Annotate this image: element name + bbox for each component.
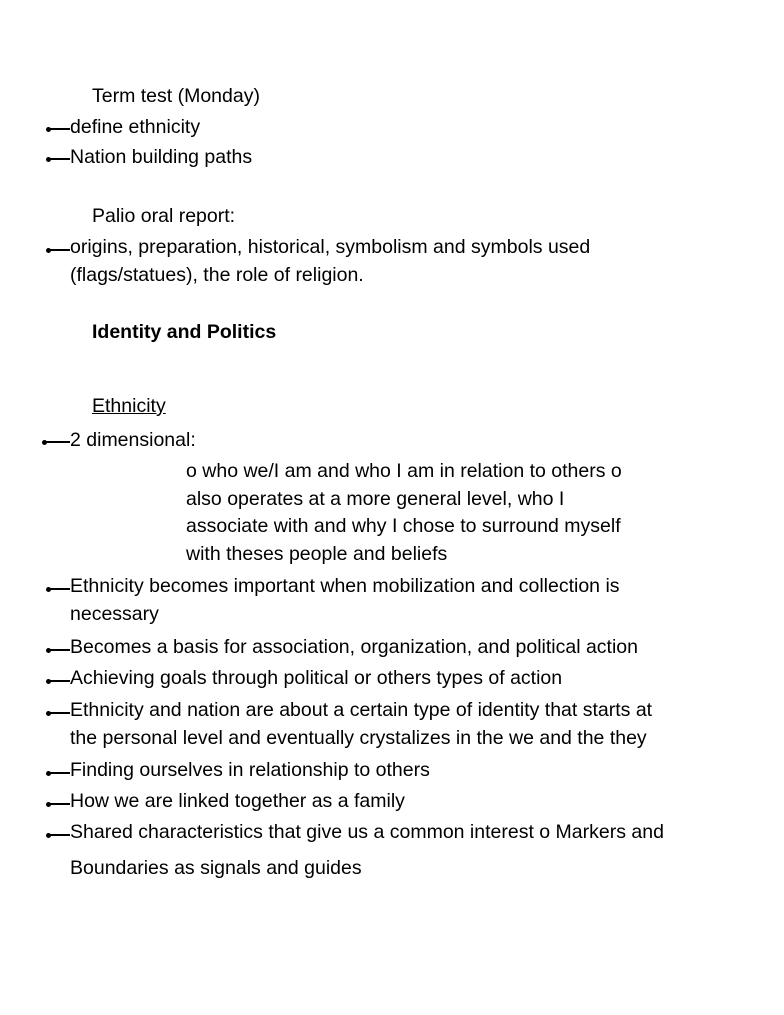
bullet-two-dimensional: 2 dimensional:: [70, 429, 196, 451]
bullet-define-ethnicity: define ethnicity: [70, 116, 201, 138]
bullet-achieving: Achieving goals through political or others types of action: [70, 667, 563, 689]
bullet-shared-cont: Boundaries as signals and guides: [70, 857, 362, 879]
bullet-basis: Becomes a basis for association, organization, and political action: [70, 636, 638, 658]
bullet-identity: Ethnicity and nation are about a certain type of identity that starts at: [70, 699, 653, 721]
bullet-palio-origins: origins, preparation, historical, symbolism and symbols used: [70, 236, 591, 258]
bullet-finding: Finding ourselves in relationship to others: [70, 759, 430, 781]
bullet-mobilization: Ethnicity becomes important when mobilization and collection is: [70, 575, 620, 597]
palio-heading: Palio oral report:: [92, 205, 236, 227]
bullet-mobilization-cont: necessary: [70, 603, 159, 625]
sub-line-4: with theses people and beliefs: [186, 543, 448, 565]
sub-line-3: associate with and why I chose to surround myself: [186, 515, 621, 537]
bullet-nation-building: Nation building paths: [70, 146, 253, 168]
bullet-shared: Shared characteristics that give us a common interest o Markers and: [70, 821, 664, 843]
bullet-identity-cont: the personal level and eventually crystalizes in the we and the they: [70, 727, 647, 749]
sub-line-1: o who we/I am and who I am in relation to others o: [186, 460, 622, 482]
sub-line-2: also operates at a more general level, who I: [186, 488, 565, 510]
bullet-linked: How we are linked together as a family: [70, 790, 405, 812]
ethnicity-heading: Ethnicity: [92, 395, 166, 417]
bullet-palio-origins-cont: (flags/statues), the role of religion.: [70, 264, 364, 286]
term-test-heading: Term test (Monday): [92, 85, 260, 107]
section-title: Identity and Politics: [92, 321, 277, 343]
